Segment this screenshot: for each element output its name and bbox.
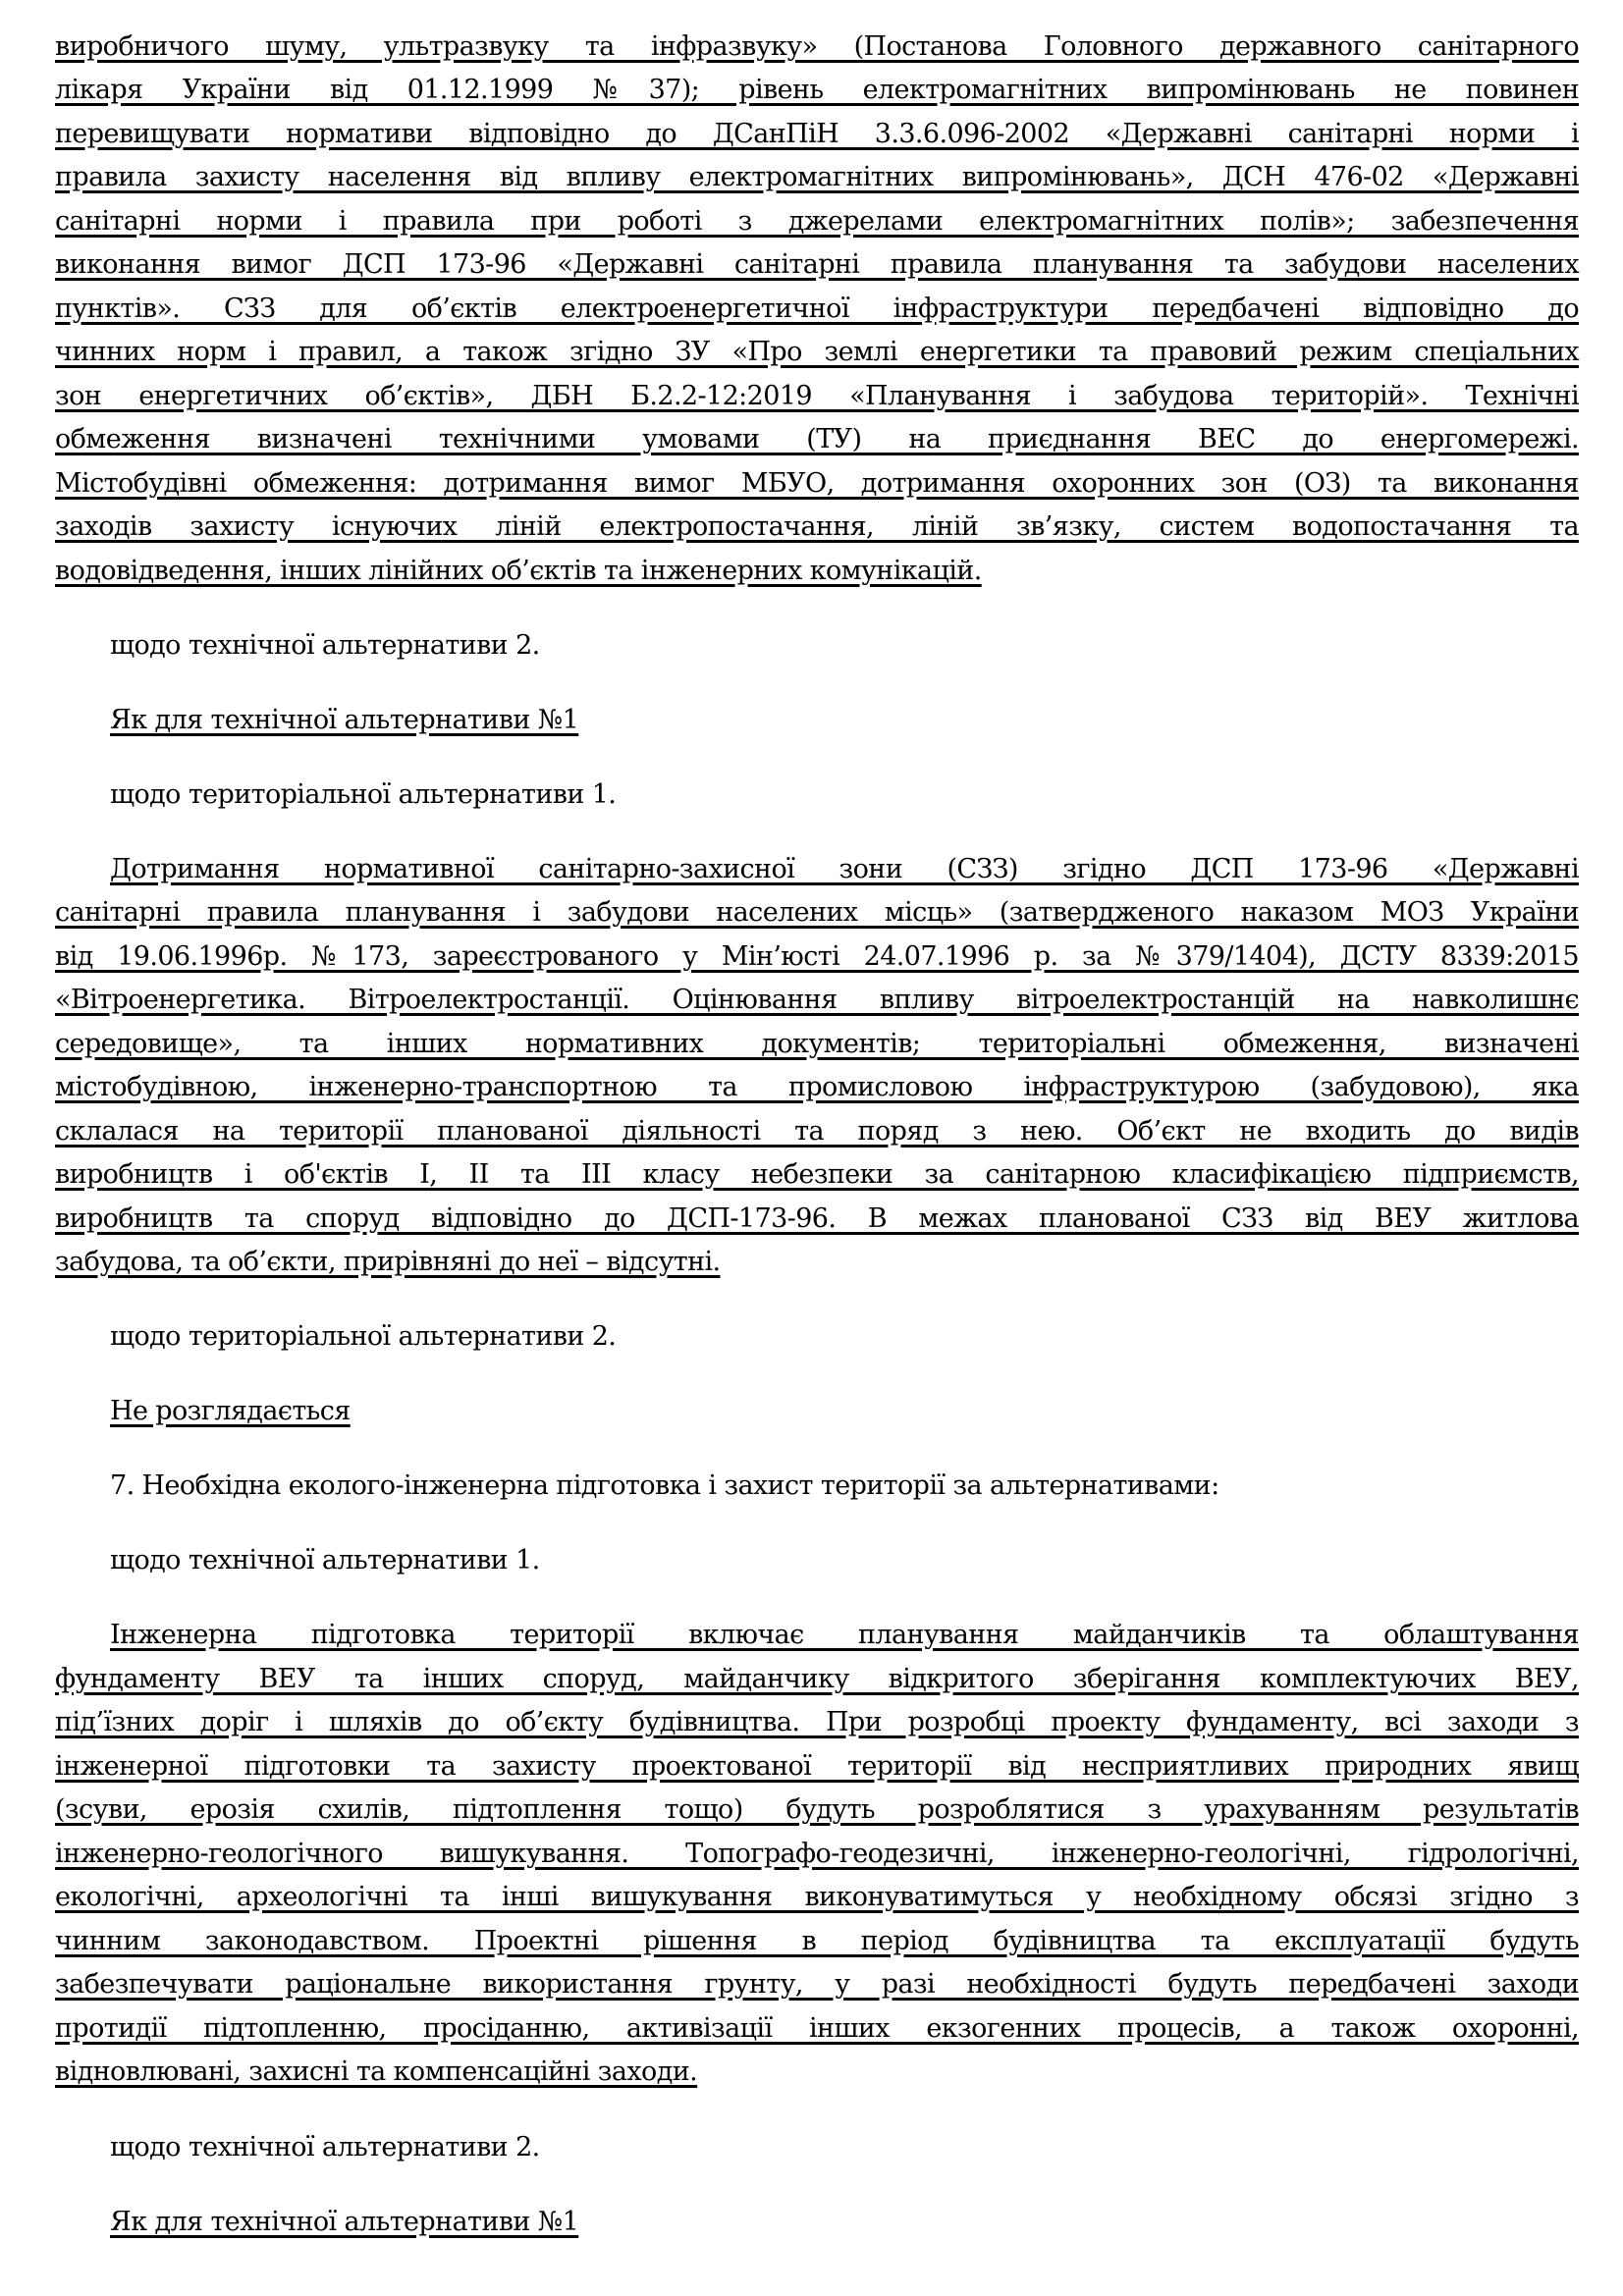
paragraph-1-line: санітарні норми і правила при роботі з джерелами електромагнітних полів»; забезпечення (55, 206, 1579, 237)
paragraph-3-line: чинним законодавством. Проектні рішення в період будівництва та експлуатації будуть (55, 1926, 1579, 1956)
section-7-title: 7. Необхідна еколого-інженерна підготовка і захист території за альтернативами: (110, 1470, 1219, 1501)
paragraph-3-line: забезпечувати раціональне використання грунту, у разі необхідності будуть передбачені заходи (55, 1969, 1579, 2000)
paragraph-1-line: правила захисту населення від впливу електромагнітних випромінювань», ДСН 476-02 «Державні (55, 162, 1579, 192)
paragraph-3-line: екологічні, археологічні та інші вишукування виконуватимуться у необхідному обсязі згідно з (55, 1882, 1579, 1912)
heading-terr-alt-2: щодо територіальної альтернативи 2. (110, 1321, 617, 1352)
paragraph-3-line: під’їзних доріг і шляхів до об’єкту будівництва. При розробці проекту фундаменту, всі заходи з (55, 1707, 1579, 1737)
paragraph-1-line: заходів захисту існуючих ліній електропостачання, ліній зв’язку, систем водопостачання та (55, 511, 1579, 542)
paragraph-2-line: виробництв і об'єктів I, II та III класу небезпеки за санітарною класифікацією підприємств, (55, 1159, 1579, 1190)
paragraph-3-line: протидії підтопленню, просіданню, активізації інших екзогенних процесів, а також охоронні, (55, 2013, 1579, 2044)
paragraph-1-line: виробничого шуму, ультразвуку та інфразвуку» (Постанова Головного державного санітарного (55, 31, 1579, 62)
paragraph-3-line: фундаменту ВЕУ та інших споруд, майданчику відкритого зберігання комплектуючих ВЕУ, (55, 1664, 1579, 1694)
paragraph-2-line: виробництв та споруд відповідно до ДСП-173-96. В межах планованої СЗЗ від ВЕУ житлова (55, 1203, 1579, 1234)
paragraph-3-line: (зсуви, ерозія схилів, підтоплення тощо) будуть розроблятися з урахуванням результатів (55, 1794, 1579, 1825)
paragraph-2-line: Дотримання нормативної санітарно-захисної зони (СЗЗ) згідно ДСП 173-96 «Державні (110, 854, 1579, 884)
paragraph-3-line: Інженерна підготовка території включає планування майданчиків та облаштування (110, 1620, 1579, 1650)
paragraph-2-line: від 19.06.1996р. №173, зареєстрованого у Мін’юсті 24.07.1996 р. за №379/1404), ДСТУ 8339:2015 (55, 941, 1579, 972)
paragraph-1-line: чинних норм і правил, а також згідно ЗУ «Про землі енергетики та правовий режим спеціальних (55, 337, 1579, 367)
answer-terr-alt-2: Не розглядається (110, 1396, 351, 1426)
paragraph-1-line: пунктів». СЗЗ для об’єктів електроенергетичної інфраструктури передбачені відповідно до (55, 294, 1579, 324)
heading-terr-alt-1: щодо територіальної альтернативи 1. (110, 779, 617, 810)
paragraph-2-line: забудова, та об’єкти, прирівняні до неї – відсутні. (55, 1247, 721, 1277)
paragraph-3-line: відновлювані, захисні та компенсаційні заходи. (55, 2056, 698, 2087)
paragraph-2-line: містобудівною, інженерно-транспортною та промисловою інфраструктурою (забудовою), яка (55, 1072, 1579, 1102)
heading-tech-alt-2-b: щодо технічної альтернативи 2. (110, 2132, 540, 2163)
paragraph-2-line: санітарні правила планування і забудови населених місць» (затвердженого наказом МОЗ України (55, 897, 1579, 928)
paragraph-2-line: «Вітроенергетика. Вітроелектростанції. Оцінювання впливу вітроелектростанцій на навколишнє (55, 985, 1579, 1015)
paragraph-1-line: обмеження визначені технічними умовами (ТУ) на приєднання ВЕС до енергомережі. (55, 424, 1579, 454)
heading-tech-alt-1: щодо технічної альтернативи 1. (110, 1545, 540, 1575)
paragraph-3-line: інженерно-геологічного вишукування. Топографо-геодезичні, інженерно-геологічні, гідрологічні, (55, 1839, 1579, 1869)
answer-tech-alt-2-b: Як для технічної альтернативи №1 (110, 2207, 579, 2237)
paragraph-1-line: зон енергетичних об’єктів», ДБН Б.2.2-12:2019 «Планування і забудова територій». Технічні (55, 381, 1579, 411)
paragraph-1-line: лікаря України від 01.12.1999 №37); рівень електромагнітних випромінювань не повинен (55, 75, 1579, 105)
paragraph-1-line: перевищувати нормативи відповідно до ДСанПіН 3.3.6.096-2002 «Державні санітарні норми і (55, 119, 1579, 149)
heading-tech-alt-2: щодо технічної альтернативи 2. (110, 630, 540, 661)
paragraph-2-line: склалася на території планованої діяльності та поряд з нею. Об’єкт не входить до видів (55, 1116, 1579, 1147)
paragraph-1-line: Містобудівні обмеження: дотримання вимог МБУО, дотримання охоронних зон (ОЗ) та виконання (55, 468, 1579, 499)
paragraph-2-line: середовище», та інших нормативних документів; територіальні обмеження, визначені (55, 1029, 1579, 1059)
paragraph-1-line: виконання вимог ДСП 173-96 «Державні санітарні правила планування та забудови населених (55, 249, 1579, 280)
answer-tech-alt-2: Як для технічної альтернативи №1 (110, 705, 579, 735)
paragraph-3-line: інженерної підготовки та захисту проектованої території від несприятливих природних явищ (55, 1751, 1579, 1782)
paragraph-1-line: водовідведення, інших лінійних об’єктів та інженерних комунікацій. (55, 556, 982, 586)
